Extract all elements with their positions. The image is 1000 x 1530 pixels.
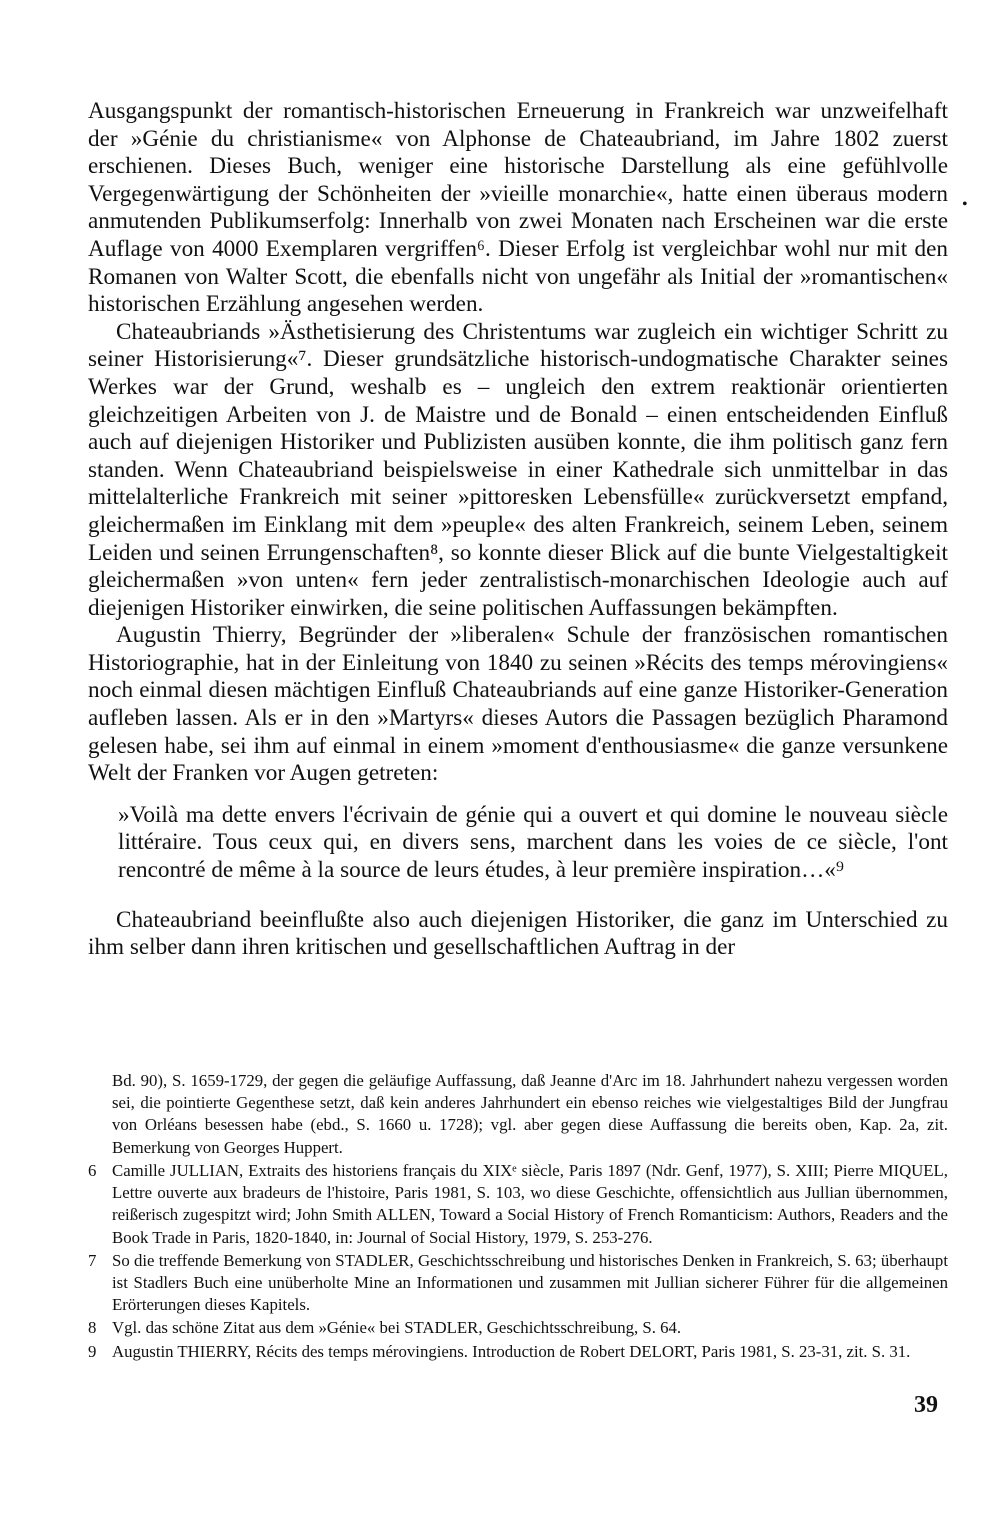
paragraph-2: Chateaubriands »Ästhetisierung des Christentums war zugleich ein wichtiger Schritt zu seiner Historisierung«⁷. Dieser grundsätzliche historisch-undogmatische Charakter seines Werkes war der Grund, weshalb es – ungleich den extrem reaktionär orientierten gleichzeitigen Arbeiten von J. de Maistre und de Bonald – einen entscheidenden Einfluß auch auf diejenigen Historiker und Publizisten ausüben konnte, die ihm politisch ganz fern standen. Wenn Chateaubriand beispielsweise in einer Kathedrale sich unmittelbar in das mittelalterliche Frankreich mit seiner »pittoresken Lebensfülle« zurückversetzt empfand, gleichermaßen im Einklang mit dem »peuple« des alten Frankreich, seinem Leben, seinem Leiden und seinen Errungenschaften⁸, so konnte dieser Blick auf die bunte Vielgestaltigkeit gleichermaßen »von unten« fern jeder zentralistisch-monarchischen Ideologie auch auf diejenigen Historiker einwirken, die seine politischen Auffassungen bekämpften. — [88, 318, 948, 621]
footnote-number: 9 — [88, 1341, 97, 1361]
block-quote: »Voilà ma dette envers l'écrivain de génie qui a ouvert et qui domine le nouveau siècle littéraire. Tous ceux qui, en divers sens, marchent dans les voies de ce siècle, l'ont rencontré de même à la source de leurs études, à leur première inspiration…«⁹ — [118, 801, 948, 884]
page-number: 39 — [914, 1392, 938, 1418]
footnote-7 — [88, 1250, 948, 1317]
footnote-text: Camille JULLIAN, Extraits des historiens français du XIXᵉ siècle, Paris 1897 (Ndr. Genf, 1977), S. XIII; Pierre MIQUEL, Lettre ouverte aux bradeurs de l'histoire, Paris 1981, S. 103, wo diese Geschichte, offensichtlich aus Jullian übernommen, reißerisch zugespitzt wird; John Smith ALLEN, Toward a Social History of French Romanticism: Authors, Readers and the Book Trade in Paris, 1820-1840, in: Journal of Social History, 1979, S. 253-276. — [112, 1161, 948, 1247]
footnote-9 — [88, 1341, 948, 1363]
main-text — [88, 98, 948, 962]
paragraph-3: Augustin Thierry, Begründer der »liberalen« Schule der französischen romantischen Historiographie, hat in der Einleitung von 1840 zu seinen »Récits des temps mérovingiens« noch einmal diesen mächtigen Einfluß Chateaubriands auf eine ganze Historiker-Generation aufleben lassen. Als er in den »Martyrs« dieses Autors die Passagen bezüglich Pharamond gelesen habe, sei ihm auf einmal in einem »moment d'enthousiasme« die ganze versunkene Welt der Franken vor Augen getreten: — [88, 622, 948, 787]
footnote-continuation: Bd. 90), S. 1659-1729, der gegen die geläufige Auffassung, daß Jeanne d'Arc im 18. Jahrhundert nahezu vergessen worden sei, die pointierte Gegenthese setzt, daß kein anderes Jahrhundert ein ebenso reiches wie vielgestaltiges Bild der Jungfrau von Orléans besessen habe (ebd., S. 1660 u. 1728); vgl. aber gegen diese Auffassung die bereits oben, Kap. 2a, zit. Bemerkung von Georges Huppert. — [112, 1071, 948, 1157]
footnote-text: So die treffende Bemerkung von STADLER, Geschichtsschreibung und historisches Denken in Frankreich, S. 63; überhaupt ist Stadlers Buch eine unüberholte Mine an Informationen und zusammen mit Jullian sicherer Führer für die allgemeinen Erörterungen dieses Kapitels. — [112, 1250, 948, 1315]
footnotes — [88, 1160, 948, 1364]
footnote-6 — [88, 1160, 948, 1249]
paragraph-1: Ausgangspunkt der romantisch-historischen Erneuerung in Frankreich war unzweifelhaft der »Génie du christianisme« von Alphonse de Chateaubriand, im Jahre 1802 zuerst erschienen. Dieses Buch, weniger eine historische Darstellung als eine gefühlvolle Vergegenwärtigung der Schönheiten der »vieille monarchie«, hatte einen überaus modern anmutenden Publikumserfolg: Innerhalb von zwei Monaten nach Erscheinen war die erste Auflage von 4000 Exemplaren vergriffen⁶. Dieser Erfolg ist vergleichbar wohl nur mit den Romanen von Walter Scott, die ebenfalls nicht von ungefähr als Initial der »romantischen« historischen Erzählung angesehen werden. — [88, 98, 948, 318]
footnote-8 — [88, 1317, 948, 1339]
footnote-number: 8 — [88, 1318, 97, 1338]
footnote-number: 6 — [88, 1161, 97, 1180]
footnote-number: 7 — [88, 1250, 97, 1270]
footnote-text: Vgl. das schöne Zitat aus dem »Génie« bei STADLER, Geschichtsschreibung, S. 64. — [112, 1318, 682, 1338]
footnote-text: Augustin THIERRY, Récits des temps mérovingiens. Introduction de Robert DELORT, Paris 1981, S. 23-31, zit. S. 31. — [112, 1341, 911, 1361]
paragraph-4: Chateaubriand beeinflußte also auch diejenigen Historiker, die ganz im Unterschied zu ihm selber dann ihren kritischen und gesellschaftlichen Auftrag in der — [88, 906, 948, 961]
margin-mark: • — [962, 196, 968, 213]
